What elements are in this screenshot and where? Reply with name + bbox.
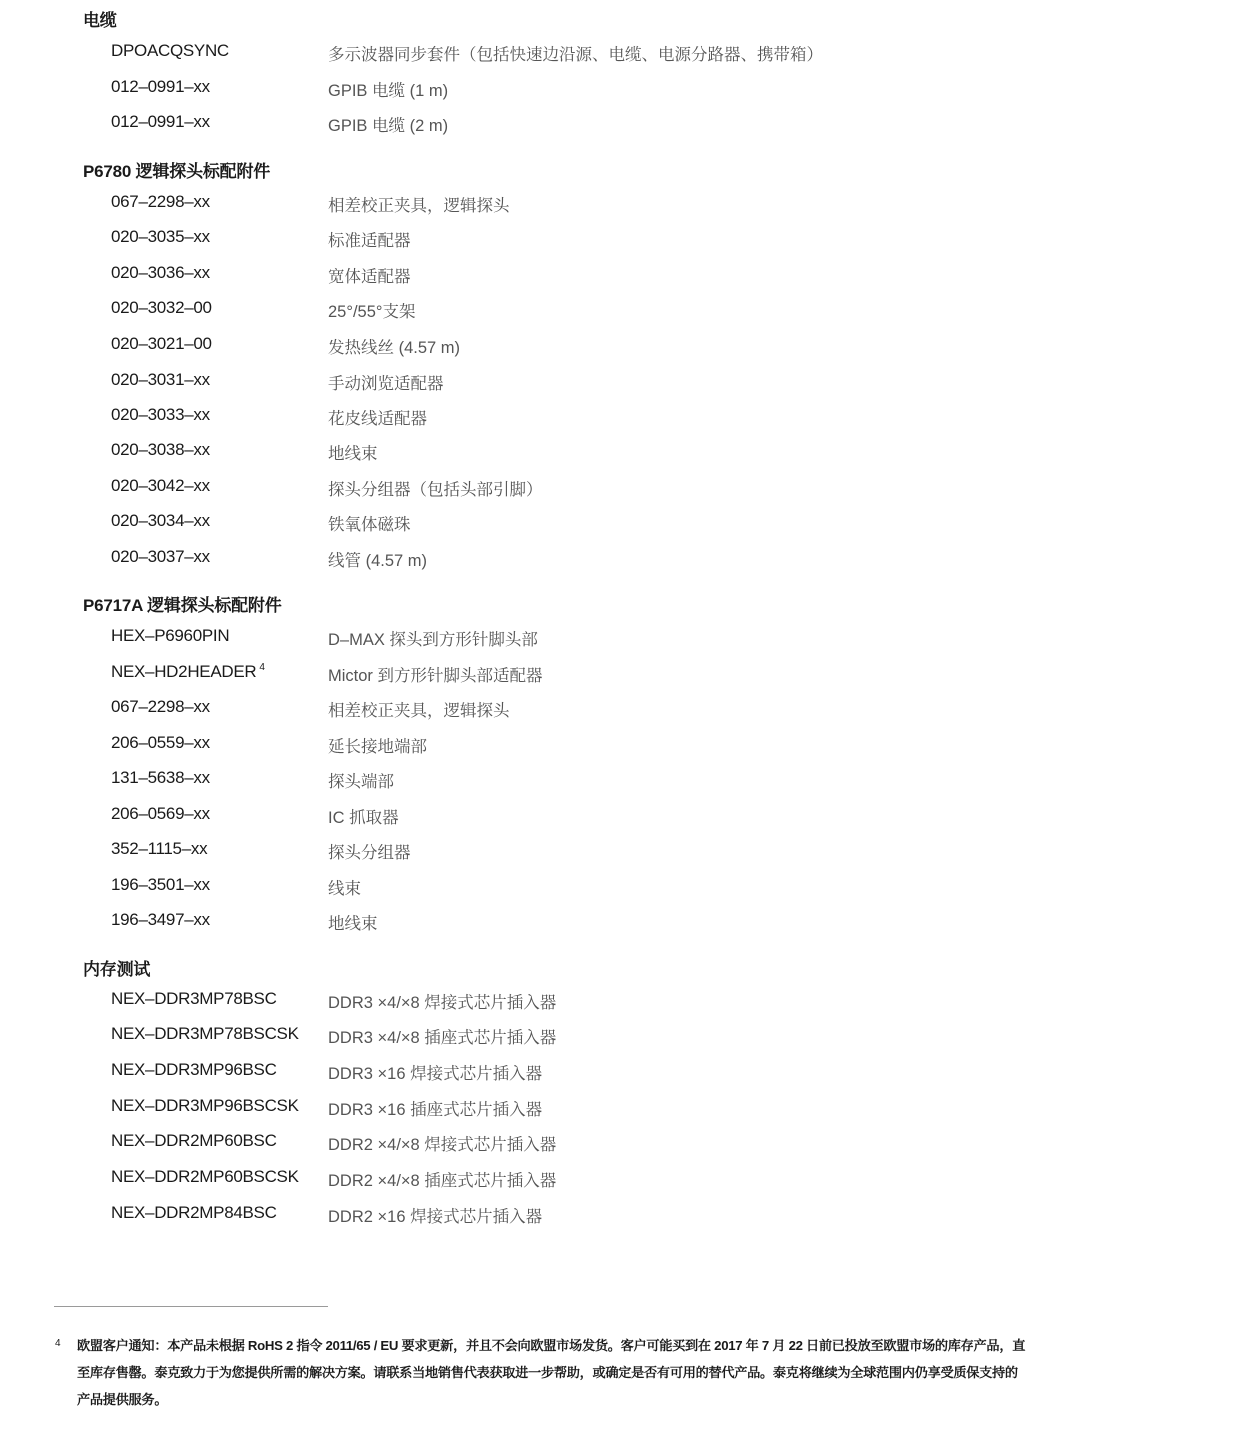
part-number: 020–3042–xx xyxy=(111,476,210,495)
table-row xyxy=(0,733,1249,763)
part-description: 发热线丝 (4.57 m) xyxy=(328,339,461,357)
part-number: 020–3032–00 xyxy=(111,298,212,317)
table-row xyxy=(0,440,1249,470)
part-number: NEX–DDR3MP96BSCSK xyxy=(111,1096,299,1115)
footnote-reference: 4 xyxy=(259,662,265,674)
part-description: D–MAX 探头到方形针脚头部 xyxy=(328,631,538,649)
table-row xyxy=(0,298,1249,328)
part-number: 067–2298–xx xyxy=(111,697,210,716)
table-row xyxy=(0,1203,1249,1233)
table-row xyxy=(0,334,1249,364)
table-row xyxy=(0,697,1249,727)
part-number: DPOACQSYNC xyxy=(111,41,229,60)
footnote-divider xyxy=(54,1306,328,1307)
table-row xyxy=(0,989,1249,1019)
part-description: 线束 xyxy=(328,880,361,898)
part-number: 020–3038–xx xyxy=(111,440,210,459)
part-number: 131–5638–xx xyxy=(111,768,210,787)
footnote-number: 4 xyxy=(55,1338,61,1349)
part-description: DDR3 ×4/×8 焊接式芯片插入器 xyxy=(328,994,557,1012)
table-row xyxy=(0,875,1249,905)
footnote-text-line: 欧盟客户通知：本产品未根据 RoHS 2 指令 2011/65 / EU 要求更新，并且不会向欧盟市场发货。客户可能买到在 2017 年 7 月 22 日前已投放至欧盟市场的库存产品，直 xyxy=(77,1338,1026,1353)
part-description: 手动浏览适配器 xyxy=(328,375,444,393)
part-number: 206–0569–xx xyxy=(111,804,210,823)
table-row xyxy=(0,839,1249,869)
part-number-with-footnote xyxy=(111,662,265,682)
part-number: NEX–DDR3MP78BSCSK xyxy=(111,1024,299,1043)
table-row xyxy=(0,263,1249,293)
part-description: 铁氧体磁珠 xyxy=(328,516,411,534)
table-row xyxy=(0,1024,1249,1054)
part-description: DDR3 ×16 焊接式芯片插入器 xyxy=(328,1065,543,1083)
part-description: 25°/55°支架 xyxy=(328,303,416,321)
part-number: 012–0991–xx xyxy=(111,112,210,131)
part-number: HEX–P6960PIN xyxy=(111,626,230,645)
table-row xyxy=(0,370,1249,400)
table-row xyxy=(0,405,1249,435)
part-number: NEX–HD2HEADER xyxy=(111,662,257,681)
part-description: GPIB 电缆 (1 m) xyxy=(328,82,449,100)
part-number: 020–3034–xx xyxy=(111,511,210,530)
table-row xyxy=(0,547,1249,577)
part-description: 线管 (4.57 m) xyxy=(328,552,428,570)
part-description: 多示波器同步套件（包括快速边沿源、电缆、电源分路器、携带箱） xyxy=(328,46,823,64)
part-number: 067–2298–xx xyxy=(111,192,210,211)
part-description: 延长接地端部 xyxy=(328,738,427,756)
table-row xyxy=(0,1096,1249,1126)
table-row xyxy=(0,192,1249,222)
part-number: NEX–DDR2MP84BSC xyxy=(111,1203,277,1222)
part-number: 020–3033–xx xyxy=(111,405,210,424)
part-number: NEX–DDR3MP96BSC xyxy=(111,1060,277,1079)
part-description: Mictor 到方形针脚头部适配器 xyxy=(328,667,543,685)
part-description: IC 抓取器 xyxy=(328,809,399,827)
part-description: DDR3 ×4/×8 插座式芯片插入器 xyxy=(328,1029,557,1047)
part-number: 020–3035–xx xyxy=(111,227,210,246)
part-description: 花皮线适配器 xyxy=(328,410,427,428)
table-row xyxy=(0,626,1249,656)
part-description: 地线束 xyxy=(328,915,378,933)
part-number: NEX–DDR2MP60BSCSK xyxy=(111,1167,299,1186)
table-row xyxy=(0,511,1249,541)
part-number: 196–3497–xx xyxy=(111,910,210,929)
section-title-cables: 电缆 xyxy=(83,11,117,30)
table-row xyxy=(0,476,1249,506)
table-row xyxy=(0,41,1249,71)
part-description: 探头分组器 xyxy=(328,844,411,862)
part-description: DDR2 ×4/×8 焊接式芯片插入器 xyxy=(328,1136,557,1154)
part-number: 020–3021–00 xyxy=(111,334,212,353)
part-description: DDR3 ×16 插座式芯片插入器 xyxy=(328,1101,543,1119)
part-number: 020–3036–xx xyxy=(111,263,210,282)
part-number: NEX–DDR2MP60BSC xyxy=(111,1131,277,1150)
table-row xyxy=(0,1131,1249,1161)
part-description: 相差校正夹具，逻辑探头 xyxy=(328,197,510,215)
part-description: 探头端部 xyxy=(328,773,394,791)
table-row xyxy=(0,768,1249,798)
part-description: DDR2 ×16 焊接式芯片插入器 xyxy=(328,1208,543,1226)
part-description: 地线束 xyxy=(328,445,378,463)
table-row xyxy=(0,1060,1249,1090)
table-row xyxy=(0,1167,1249,1197)
part-number: 206–0559–xx xyxy=(111,733,210,752)
table-row xyxy=(0,77,1249,107)
part-description: 标准适配器 xyxy=(328,232,411,250)
part-description: GPIB 电缆 (2 m) xyxy=(328,117,449,135)
table-row xyxy=(0,910,1249,940)
part-number: NEX–DDR3MP78BSC xyxy=(111,989,277,1008)
part-description: 宽体适配器 xyxy=(328,268,411,286)
part-description: 相差校正夹具，逻辑探头 xyxy=(328,702,510,720)
footnote-text-line: 产品提供服务。 xyxy=(77,1392,168,1407)
part-number: 020–3031–xx xyxy=(111,370,210,389)
footnote-text-line: 至库存售罄。泰克致力于为您提供所需的解决方案。请联系当地销售代表获取进一步帮助，或确定是否有可用的替代产品。泰克将继续为全球范围内仍享受质保支持的 xyxy=(77,1365,1018,1380)
table-row xyxy=(0,112,1249,142)
table-row xyxy=(0,227,1249,257)
part-number: 020–3037–xx xyxy=(111,547,210,566)
table-row xyxy=(0,662,1249,692)
table-row xyxy=(0,804,1249,834)
part-number: 196–3501–xx xyxy=(111,875,210,894)
part-description: 探头分组器（包括头部引脚） xyxy=(328,481,543,499)
section-title-p6717a-accessories: P6717A 逻辑探头标配附件 xyxy=(83,596,282,615)
part-number: 012–0991–xx xyxy=(111,77,210,96)
part-description: DDR2 ×4/×8 插座式芯片插入器 xyxy=(328,1172,557,1190)
part-number: 352–1115–xx xyxy=(111,839,208,858)
section-title-p6780-accessories: P6780 逻辑探头标配附件 xyxy=(83,162,271,181)
section-title-memory-test: 内存测试 xyxy=(83,960,151,979)
